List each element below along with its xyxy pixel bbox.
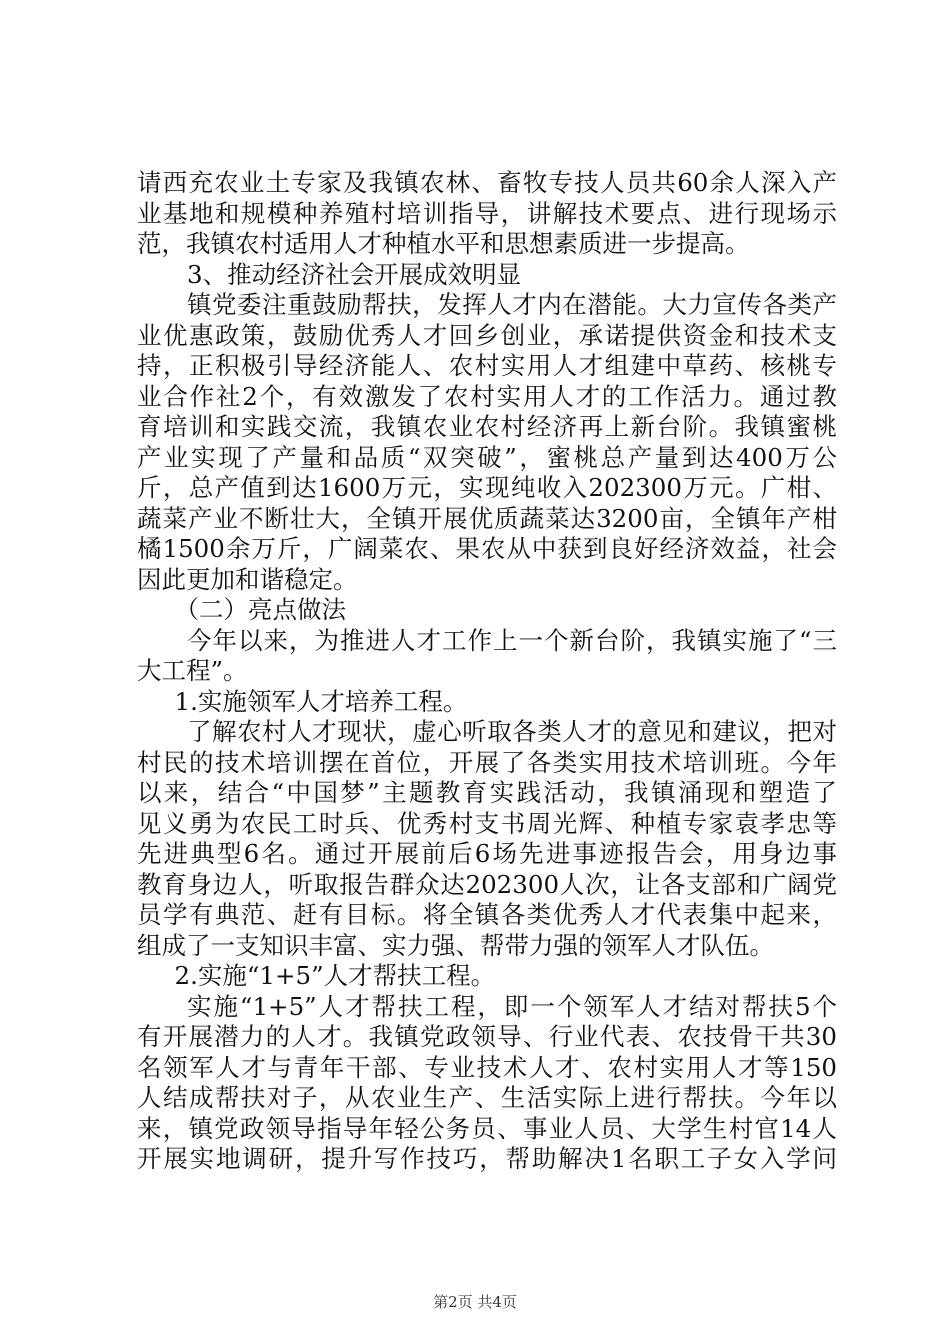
text-line: 名领军人才与青年干部、专业技术人才、农村实用人才等150 <box>137 1052 837 1082</box>
text-line: 3、推动经济社会开展成效明显 <box>187 259 522 289</box>
text-line: 见义勇为农民工时兵、优秀村支书周光辉、种植专家袁孝忠等 <box>137 808 837 838</box>
text-line: 镇党委注重鼓励帮扶，发挥人才内在潜能。大力宣传各类产 <box>187 290 837 319</box>
text-line: 来，镇党政领导指导年轻公务员、事业人员、大学生村官14人 <box>137 1113 837 1143</box>
text-line: 有开展潜力的人才。我镇党政领导、行业代表、农技骨干共30 <box>137 1022 837 1051</box>
page-footer: 第2页 共4页 <box>433 1293 517 1311</box>
text-line: 实施“1+5”人才帮扶工程，即一个领军人才结对帮扶5个 <box>187 991 837 1021</box>
text-line: 育培训和实践交流，我镇农业农村经济再上新台阶。我镇蜜桃 <box>137 412 837 441</box>
text-line: 1.实施领军人才培养工程。 <box>174 686 468 716</box>
text-line: 今年以来，为推进人才工作上一个新台阶，我镇实施了“三 <box>187 625 837 655</box>
text-line: 开展实地调研，提升写作技巧，帮助解决1名职工子女入学问 <box>137 1144 837 1173</box>
text-line: 业合作社2个，有效激发了农村实用人才的工作活力。通过教 <box>137 381 837 411</box>
text-line: 了解农村人才现状，虚心听取各类人才的意见和建议，把对 <box>187 717 837 746</box>
text-line: 教育身边人，听取报告群众达202300人次，让各支部和广阔党 <box>137 869 837 899</box>
text-line: 以来，结合“中国梦”主题教育实践活动，我镇涌现和塑造了 <box>137 778 837 807</box>
text-line: 员学有典范、赶有目标。将全镇各类优秀人才代表集中起来， <box>137 900 837 929</box>
text-line: 因此更加和谐稳定。 <box>137 564 358 594</box>
text-line: 请西充农业土专家及我镇农林、畜牧专技人员共60余人深入产 <box>137 168 837 197</box>
document-body <box>137 168 837 1175</box>
text-line: 业优惠政策，鼓励优秀人才回乡创业，承诺提供资金和技术支 <box>137 320 837 350</box>
text-line: 范，我镇农村适用人才种植水平和思想素质进一步提高。 <box>137 229 750 258</box>
text-line: （二）亮点做法 <box>174 595 346 624</box>
text-line: 持，正积极引导经济能人、农村实用人才组建中草药、核桃专 <box>137 351 837 380</box>
text-line: 先进典型6名。通过开展前后6场先进事迹报告会，用身边事 <box>137 839 837 868</box>
text-line: 村民的技术培训摆在首位，开展了各类实用技术培训班。今年 <box>137 747 837 777</box>
text-line: 业基地和规模种养殖村培训指导，讲解技术要点、进行现场示 <box>137 198 837 228</box>
text-line: 产业实现了产量和品质“双突破”，蜜桃总产量到达400万公 <box>137 442 837 472</box>
text-line: 人结成帮扶对子，从农业生产、生活实际上进行帮扶。今年以 <box>137 1083 837 1112</box>
text-line: 蔬菜产业不断壮大，全镇开展优质蔬菜达3200亩，全镇年产柑 <box>137 503 837 533</box>
text-line: 斤，总产值到达1600万元，实现纯收入202300万元。广柑、 <box>137 473 837 502</box>
text-line: 大工程”。 <box>137 656 248 685</box>
text-line: 组成了一支知识丰富、实力强、帮带力强的领军人才队伍。 <box>137 930 774 960</box>
text-line: 2.实施“1+5”人才帮扶工程。 <box>174 961 496 990</box>
text-line: 橘1500余万斤，广阔菜农、果农从中获到良好经济效益，社会 <box>137 534 837 563</box>
